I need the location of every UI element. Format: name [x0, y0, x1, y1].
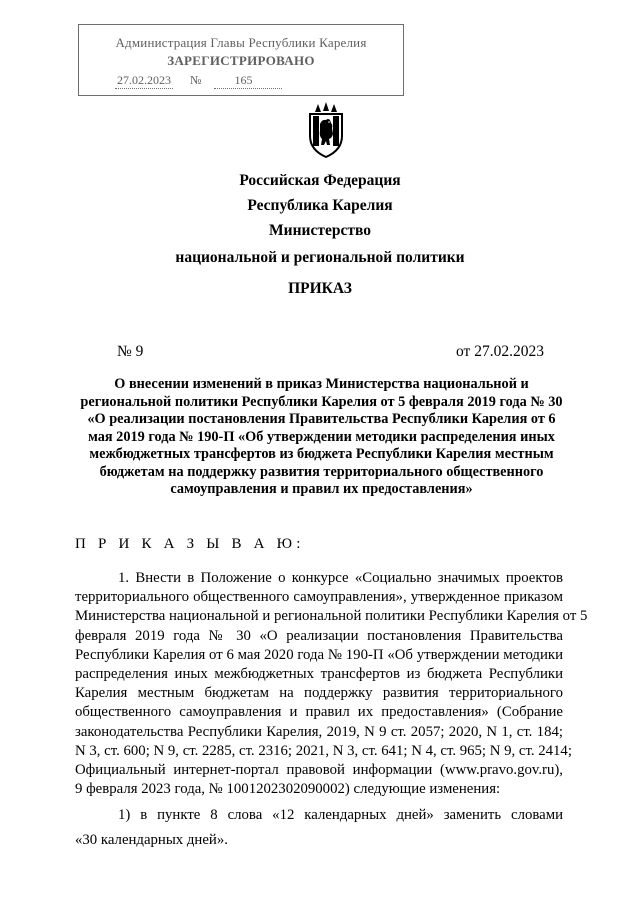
coat-of-arms-icon — [306, 102, 346, 158]
order-subject — [80, 376, 563, 499]
stamp-number-label: № — [190, 73, 202, 87]
paragraph-line: общественного самоуправления и правил их предоставления» (Собрание — [75, 704, 563, 721]
paragraph-line: 1) в пункте 8 слова «12 календарных дней» заменить словами — [118, 807, 563, 823]
order-number: № 9 — [117, 343, 144, 360]
paragraph-line: территориального общественного самоуправления», утвержденное приказом — [75, 589, 563, 606]
stamp-number: 165 — [214, 73, 282, 89]
subject-line: бюджетам на поддержку развития территориального общественного — [99, 463, 544, 480]
subject-line: мая 2019 года № 190-П «Об утверждении методики распределения иных — [88, 428, 555, 445]
stamp-registered-label: ЗАРЕГИСТРИРОВАНО — [167, 53, 315, 68]
document-type-title: ПРИКАЗ — [288, 280, 352, 297]
stamp-date: 27.02.2023 — [117, 73, 171, 87]
subject-line: «О реализации постановления Правительства Республики Карелия от 6 — [87, 411, 556, 427]
header-country: Российская Федерация — [239, 172, 401, 189]
paragraph-line: Республики Карелия от 6 мая 2020 года № 190-П «Об утверждении методики — [75, 646, 563, 663]
paragraph-line: распределения иных межбюджетных трансфертов из бюджета Республики — [75, 666, 563, 683]
paragraph-line: февраля 2019 года № 30 «О реализации постановления Правительства — [75, 627, 563, 644]
stamp-registration-row — [115, 73, 282, 89]
paragraph-line: 1. Внести в Положение о конкурсе «Социально значимых проектов — [118, 570, 563, 586]
header-republic: Республика Карелия — [247, 197, 393, 214]
paragraph-line: N 3, ст. 600; N 9, ст. 2285, ст. 2316; 2021, N 3, ст. 641; N 4, ст. 965; N 9, ст. 2414; — [75, 742, 572, 759]
paragraph-line: 9 февраля 2023 года, № 1001202302090002) следующие изменения: — [75, 781, 501, 798]
order-date: от 27.02.2023 — [456, 343, 544, 360]
order-directive-heading: П Р И К А З Ы В А Ю: — [75, 536, 305, 552]
subject-line: межбюджетных трансфертов из бюджета Республики Карелия местным — [89, 446, 554, 462]
paragraph-line: Карелия местным бюджетам на поддержку развития территориального — [75, 685, 563, 702]
paragraph-1 — [75, 569, 588, 799]
paragraph-2 — [75, 806, 563, 850]
subject-line: самоуправления и правил их предоставления» — [170, 481, 473, 497]
paragraph-line: «30 календарных дней». — [75, 832, 228, 849]
header-ministry: Министерство — [269, 222, 371, 239]
subject-line: О внесении изменений в приказ Министерства национальной и — [114, 376, 529, 392]
registration-stamp — [78, 24, 404, 96]
header-ministry-name: национальной и региональной политики — [175, 249, 465, 266]
subject-line: региональной политики Республики Карелия от 5 февраля 2019 года № 30 — [80, 393, 563, 410]
stamp-organization: Администрация Главы Республики Карелия — [115, 35, 367, 50]
paragraph-line: Министерства национальной и региональной политики Республики Карелия от 5 — [75, 608, 588, 625]
paragraph-line: законодательства Республики Карелия, 2019, N 9 ст. 2057; 2020, N 1, ст. 184; — [75, 723, 563, 740]
paragraph-line: Официальный интернет-портал правовой информации (www.pravo.gov.ru), — [75, 762, 563, 779]
